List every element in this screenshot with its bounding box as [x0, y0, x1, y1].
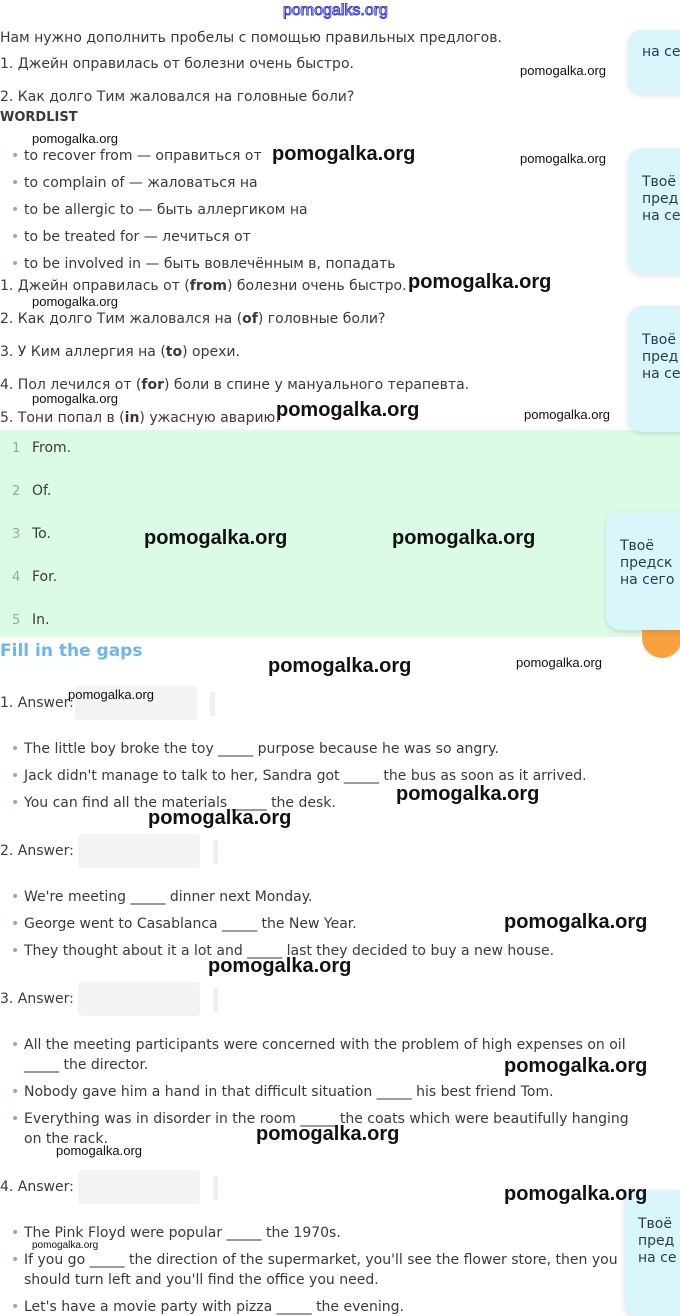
- exercise-item: • The Pink Floyd were popular _____ the 1970s.: [24, 1225, 341, 1241]
- watermark: pomogalka.org: [32, 391, 118, 406]
- answer-value: To.: [32, 526, 51, 542]
- answer-handle[interactable]: [213, 840, 218, 864]
- exercise-item: • The little boy broke the toy _____ purpose because he was so angry.: [24, 741, 499, 757]
- exercise-item: • All the meeting participants were concerned with the problem of high expenses on oil: [24, 1037, 626, 1053]
- watermark: pomogalka.org: [268, 655, 412, 677]
- exercise-item: • Everything was in disorder in the room _____ the coats which were beautifully hanging: [24, 1111, 629, 1127]
- answer-input-4[interactable]: [78, 1170, 200, 1204]
- answer-number: 2: [12, 484, 21, 499]
- watermark: pomogalka.org: [516, 655, 602, 670]
- watermark: pomogalka.org: [504, 911, 648, 933]
- exercise-item-continued: on the rack.: [24, 1131, 108, 1147]
- watermark: pomogalka.org: [208, 955, 352, 977]
- answer-label: 2. Answer:: [0, 843, 74, 859]
- exercise-item: • Let's have a movie party with pizza _____ the evening.: [24, 1299, 404, 1315]
- wordlist-item: • to be treated for — лечиться от: [24, 229, 251, 245]
- filled-sentence-3: 3. У Ким аллергия на (to) орехи.: [0, 344, 240, 360]
- exercise-item: • Jack didn't manage to talk to her, Sandra got _____ the bus as soon as it arrived.: [24, 768, 587, 784]
- answer-label: 3. Answer:: [0, 991, 74, 1007]
- answer-number: 3: [12, 527, 21, 542]
- answer-number: 1: [12, 441, 21, 456]
- wordlist-item: • to recover from — оправиться от: [24, 148, 262, 164]
- promo-bubble[interactable]: Твоё пред на се: [624, 1190, 680, 1316]
- answer-label: 1. Answer:: [0, 695, 74, 711]
- watermark: pomogalka.org: [396, 783, 540, 805]
- answer-handle[interactable]: [213, 1176, 218, 1200]
- watermark: pomogalka.org: [272, 143, 416, 165]
- decorative-blob: [642, 628, 680, 658]
- watermark: pomogalka.org: [276, 399, 420, 421]
- answer-value: In.: [32, 612, 50, 628]
- answer-input-3[interactable]: [78, 982, 200, 1016]
- section-title: Fill in the gaps: [0, 641, 143, 661]
- watermark: pomogalka.org: [32, 131, 118, 146]
- answer-input-2[interactable]: [78, 834, 200, 868]
- watermark: pomogalka.org: [520, 151, 606, 166]
- promo-bubble[interactable]: Твоё предск на сего: [606, 512, 680, 630]
- watermark: pomogalka.org: [392, 527, 536, 549]
- answer-number: 5: [12, 613, 21, 628]
- wordlist-item: • to be involved in — быть вовлечённым в, попадать: [24, 256, 396, 272]
- watermark: pomogalka.org: [504, 1055, 648, 1077]
- watermark: pomogalka.org: [524, 407, 610, 422]
- answer-value: Of.: [32, 483, 52, 499]
- intro-text: Нам нужно дополнить пробелы с помощью правильных предлогов.: [0, 30, 502, 46]
- filled-sentence-2: 2. Как долго Тим жаловался на (of) головные боли?: [0, 311, 386, 327]
- watermark: pomogalka.org: [408, 271, 552, 293]
- watermark: pomogalka.org: [32, 294, 118, 309]
- wordlist-title: WORDLIST: [0, 110, 78, 125]
- answers-panel: [0, 430, 680, 637]
- wordlist-item: • to be allergic to — быть аллергиком на: [24, 202, 308, 218]
- filled-sentence-4: 4. Пол лечился от (for) боли в спине у мануального терапевта.: [0, 377, 470, 393]
- question-2: 2. Как долго Тим жаловался на головные боли?: [0, 89, 355, 105]
- exercise-item: • We're meeting _____ dinner next Monday.: [24, 889, 312, 905]
- question-1: 1. Джейн оправилась от болезни очень быстро.: [0, 56, 354, 72]
- exercise-item-continued: _____ the director.: [24, 1057, 149, 1073]
- watermark: pomogalka.org: [32, 1240, 99, 1251]
- wordlist-item: • to complain of — жаловаться на: [24, 175, 258, 191]
- exercise-item: • George went to Casablanca _____ the New Year.: [24, 916, 357, 932]
- answer-value: From.: [32, 440, 72, 456]
- exercise-item-continued: should turn left and you'll find the office you need.: [24, 1272, 379, 1288]
- top-watermark: pomogalks.org: [283, 2, 388, 19]
- exercise-item: • You can find all the materials _____ the desk.: [24, 795, 336, 811]
- answer-value: For.: [32, 569, 58, 585]
- exercise-item: • They thought about it a lot and _____ last they decided to buy a new house.: [24, 943, 554, 959]
- answer-label: 4. Answer:: [0, 1179, 74, 1195]
- promo-bubble[interactable]: Твоё пред на се: [628, 148, 680, 274]
- watermark: pomogalka.org: [56, 1143, 142, 1158]
- answer-number: 4: [12, 570, 21, 585]
- watermark: pomogalka.org: [520, 63, 606, 78]
- answer-handle[interactable]: [213, 988, 218, 1012]
- watermark: pomogalka.org: [68, 687, 154, 702]
- filled-sentence-1: 1. Джейн оправилась от (from) болезни очень быстро.: [0, 278, 407, 294]
- exercise-item: • If you go _____ the direction of the supermarket, you'll see the flower store, then you: [24, 1252, 618, 1268]
- promo-bubble[interactable]: на се: [628, 30, 680, 94]
- answer-handle[interactable]: [210, 692, 215, 716]
- watermark: pomogalka.org: [504, 1183, 648, 1205]
- exercise-item: • Nobody gave him a hand in that difficult situation _____ his best friend Tom.: [24, 1084, 554, 1100]
- watermark: pomogalka.org: [256, 1123, 400, 1145]
- filled-sentence-5: 5. Тони попал в (in) ужасную аварию.: [0, 410, 280, 426]
- promo-bubble[interactable]: Твоё пред на се: [628, 306, 680, 432]
- watermark: pomogalka.org: [148, 807, 292, 829]
- watermark: pomogalka.org: [144, 527, 288, 549]
